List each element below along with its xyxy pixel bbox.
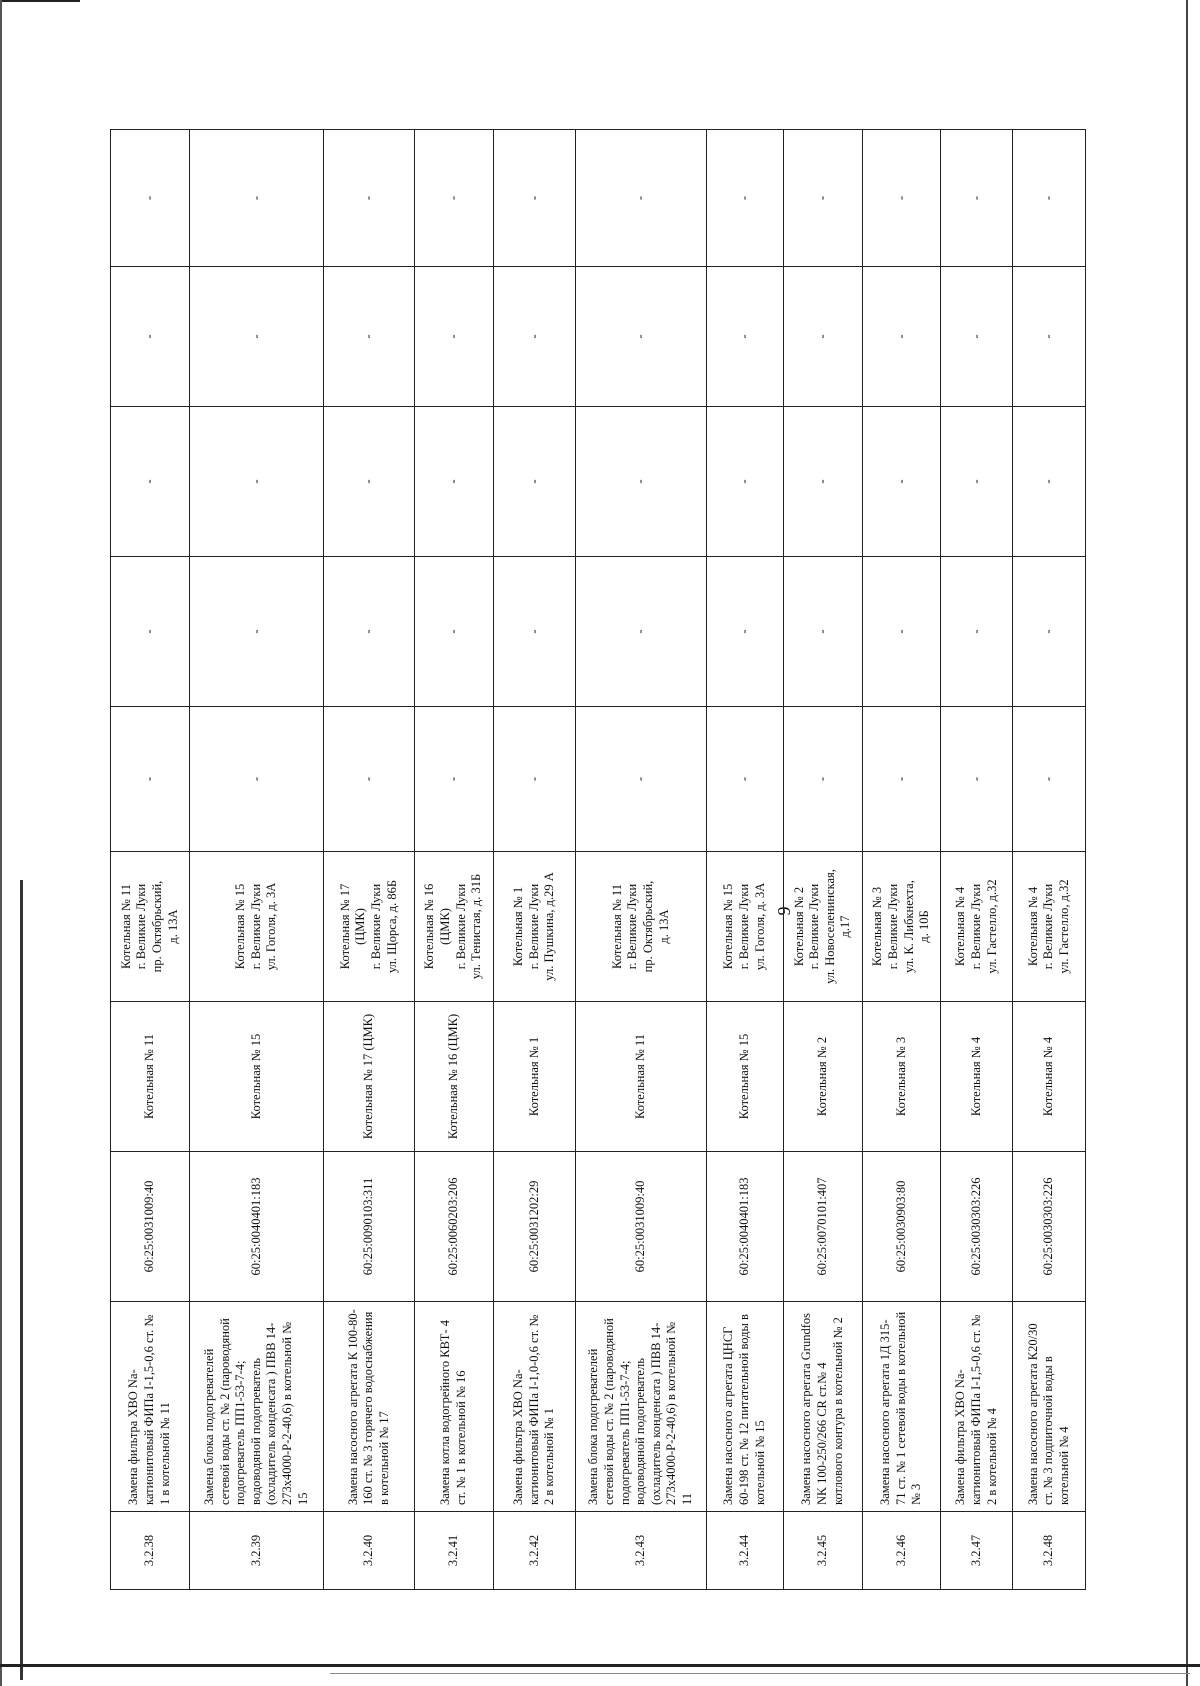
address-line: ул. Пушкина, д.29 А [542,872,557,981]
value-cell-3: - [576,407,707,557]
item-number: 3.2.46 [862,1512,941,1590]
address-line: пр. Октябрьский, [149,880,164,973]
address-line: (ЦМК) [353,908,368,945]
cadastral-number: 60:25:0090103:311 [324,1152,414,1302]
address-line: Котельная № 11 [118,884,133,969]
value-cell-5: - [783,130,862,267]
table-row [189,130,324,1590]
value-cell-2: - [189,557,324,707]
table-row [414,130,493,1590]
address-line: д. 13А [656,909,671,944]
cadastral-number: 60:25:0030303:226 [941,1152,1013,1302]
value-cell-4: - [493,267,576,407]
table-row [862,130,941,1590]
item-number: 3.2.45 [783,1512,862,1590]
object-name: Котельная № 15 [706,1002,783,1152]
table-row [111,130,190,1590]
address-line: ул. Гоголя, д. 3А [752,882,767,971]
address-line: ул. Щорса, д. 86Б [384,879,399,974]
cadastral-number: 60:25:0030303:226 [1013,1152,1086,1302]
address-line: Котельная № 3 [870,886,885,967]
cadastral-number: 60:25:0031202:29 [493,1152,576,1302]
item-number: 3.2.40 [324,1512,414,1590]
object-address [324,852,414,1002]
address-line: Котельная № 17 [337,883,352,970]
table-row [324,130,414,1590]
address-line: ул. Новоселенинская, [822,869,837,984]
address-line: г. Великие Луки [885,883,900,970]
work-description: Замена фильтра ХВО Na-катионитовый ФИПа I-1,5-0,6 ст. № 2 в котельной № 4 [941,1302,1013,1512]
value-cell-2: - [783,557,862,707]
address-line: Котельная № 15 [233,883,248,970]
object-name: Котельная № 2 [783,1002,862,1152]
address-line: г. Великие Луки [248,883,263,970]
value-cell-4: - [706,267,783,407]
scan-edge-bottom [0,1664,1200,1667]
value-cell-1: - [862,707,941,852]
value-cell-4: - [941,267,1013,407]
item-number: 3.2.47 [941,1512,1013,1590]
works-table-body [111,130,1086,1590]
table-row [941,130,1013,1590]
table-row [783,130,862,1590]
value-cell-2: - [706,557,783,707]
address-line: ул. Тенистая, д. 31Б [469,873,484,980]
value-cell-1: - [1013,707,1086,852]
value-cell-2: - [862,557,941,707]
object-name: Котельная № 15 [189,1002,324,1152]
work-description: Замена котла водогрейного КВТ- 4 ст. № 1 в котельной № 16 [414,1302,493,1512]
object-address [706,852,783,1002]
address-line: г. Великие Луки [1041,883,1056,970]
object-address [189,852,324,1002]
value-cell-3: - [706,407,783,557]
object-address [493,852,576,1002]
address-line: Котельная № 15 [721,883,736,970]
value-cell-3: - [1013,407,1086,557]
value-cell-3: - [414,407,493,557]
value-cell-3: - [111,407,190,557]
address-line: г. Великие Луки [134,883,149,970]
value-cell-1: - [493,707,576,852]
page-number: 9 [773,906,794,916]
work-description: Замена блока подогревателей сетевой воды ст. № 2 (пароводяной подогреватель ПП1-53-7-4; водоводяной подогреватель (охладитель конденсата ) ПВВ 14-273х4000-Р-2-40,6) в котельной № 15 [189,1302,324,1512]
object-address [414,852,493,1002]
object-name: Котельная № 16 (ЦМК) [414,1002,493,1152]
object-name: Котельная № 17 (ЦМК) [324,1002,414,1152]
scan-edge-left-inner [20,880,23,1680]
scan-edge-right [1186,0,1188,1686]
value-cell-5: - [493,130,576,267]
value-cell-1: - [414,707,493,852]
address-line: ул. Гастелло, д.32 [1056,879,1071,974]
rotated-table-wrapper [110,130,1086,1590]
table-row [1013,130,1086,1590]
value-cell-2: - [576,557,707,707]
value-cell-1: - [706,707,783,852]
value-cell-4: - [1013,267,1086,407]
object-name: Котельная № 4 [941,1002,1013,1152]
cadastral-number: 60:25:0040401:183 [189,1152,324,1302]
value-cell-2: - [1013,557,1086,707]
work-description: Замена насосного агрегата ЦНСГ 60-198 ст. № 12 питательной воды в котельной № 15 [706,1302,783,1512]
object-name: Котельная № 11 [111,1002,190,1152]
cadastral-number: 60:25:0031009:40 [576,1152,707,1302]
item-number: 3.2.43 [576,1512,707,1590]
address-line: Котельная № 1 [510,886,525,967]
address-line: (ЦМК) [437,908,452,945]
work-description: Замена фильтра ХВО Na-катионитовый ФИПа I-1,5-0,6 ст. № 1 в котельной № 11 [111,1302,190,1512]
address-line: ул. Гастелло, д.32 [984,879,999,974]
value-cell-3: - [783,407,862,557]
item-number: 3.2.41 [414,1512,493,1590]
table-row [706,130,783,1590]
address-line: Котельная № 2 [791,886,806,967]
works-table [110,129,1086,1590]
item-number: 3.2.42 [493,1512,576,1590]
address-line: г. Великие Луки [969,883,983,970]
value-cell-5: - [941,130,1013,267]
address-line: Котельная № 16 [422,883,437,970]
value-cell-3: - [941,407,1013,557]
object-address [862,852,941,1002]
object-name: Котельная № 1 [493,1002,576,1152]
value-cell-1: - [189,707,324,852]
value-cell-1: - [111,707,190,852]
cadastral-number: 60:25:0031009:40 [111,1152,190,1302]
object-name: Котельная № 3 [862,1002,941,1152]
object-address [783,852,862,1002]
value-cell-4: - [111,267,190,407]
work-description: Замена блока подогревателей сетевой воды ст. № 2 (пароводяной подогреватель ПП1-53-7-4; водоводяной подогреватель (охладитель конденсата ) ПВВ 14-273х4000-Р-2-40,6) в котельной № 11 [576,1302,707,1512]
value-cell-5: - [706,130,783,267]
value-cell-3: - [493,407,576,557]
object-address [941,852,1013,1002]
value-cell-4: - [576,267,707,407]
cadastral-number: 60:25:0030903:80 [862,1152,941,1302]
item-number: 3.2.44 [706,1512,783,1590]
value-cell-2: - [414,557,493,707]
object-address [1013,852,1086,1002]
address-line: ул. К. Либкнехта, [901,880,916,973]
address-line: Котельная № 4 [1025,886,1040,967]
value-cell-4: - [189,267,324,407]
cadastral-number: 60:25:0070101:407 [783,1152,862,1302]
object-name: Котельная № 4 [1013,1002,1086,1152]
scan-edge-top [0,0,80,2]
address-line: д. 10Б [917,910,932,943]
item-number: 3.2.39 [189,1512,324,1590]
item-number: 3.2.48 [1013,1512,1086,1590]
address-line: Котельная № 11 [609,884,624,969]
address-line: д.17 [838,915,853,938]
table-row [493,130,576,1590]
cadastral-number: 60:25:0040401:183 [706,1152,783,1302]
address-line: ул. Гоголя, д. 3А [264,882,279,971]
value-cell-4: - [783,267,862,407]
address-line: Котельная № 4 [953,886,968,967]
address-line: г. Великие Луки [736,883,751,970]
value-cell-2: - [111,557,190,707]
scan-edge-left [0,0,2,1686]
value-cell-5: - [111,130,190,267]
value-cell-1: - [783,707,862,852]
value-cell-3: - [189,407,324,557]
value-cell-5: - [576,130,707,267]
value-cell-3: - [862,407,941,557]
work-description: Замена насосного агрегата К20/30 ст. № 3 подпиточной воды в котельной № 4 [1013,1302,1086,1512]
work-description: Замена насосного агрегата К 100-80-160 ст. № 3 горячего водоснабжения в котельной № 17 [324,1302,414,1512]
value-cell-1: - [941,707,1013,852]
scan-edge-bottom-inner [330,1673,1190,1674]
value-cell-2: - [493,557,576,707]
address-line: пр. Октябрьский, [640,880,655,973]
object-address [111,852,190,1002]
object-name: Котельная № 11 [576,1002,707,1152]
cadastral-number: 60:25:0060203:206 [414,1152,493,1302]
value-cell-5: - [324,130,414,267]
value-cell-4: - [324,267,414,407]
value-cell-5: - [1013,130,1086,267]
work-description: Замена фильтра ХВО Na-катионитовый ФИПа I-1,0-0,6 ст. № 2 в котельной № 1 [493,1302,576,1512]
value-cell-5: - [414,130,493,267]
work-description: Замена насосного агрегата 1Д 315-71 ст. № 1 сетевой воды в котельной № 3 [862,1302,941,1512]
object-address [576,852,707,1002]
address-line: г. Великие Луки [807,883,822,970]
work-description: Замена насосного агрегата Grundfos NK 100-250/266 CR ст.№ 4 котлового контура в котельной № 2 [783,1302,862,1512]
address-line: д. 13А [165,909,180,944]
value-cell-5: - [862,130,941,267]
address-line: г. Великие Луки [526,883,541,970]
address-line: г. Великие Луки [369,883,383,970]
value-cell-2: - [941,557,1013,707]
table-row [576,130,707,1590]
value-cell-1: - [576,707,707,852]
value-cell-3: - [324,407,414,557]
item-number: 3.2.38 [111,1512,190,1590]
value-cell-4: - [862,267,941,407]
value-cell-5: - [189,130,324,267]
value-cell-2: - [324,557,414,707]
value-cell-4: - [414,267,493,407]
address-line: г. Великие Луки [625,883,640,970]
address-line: г. Великие Луки [453,883,468,970]
value-cell-1: - [324,707,414,852]
